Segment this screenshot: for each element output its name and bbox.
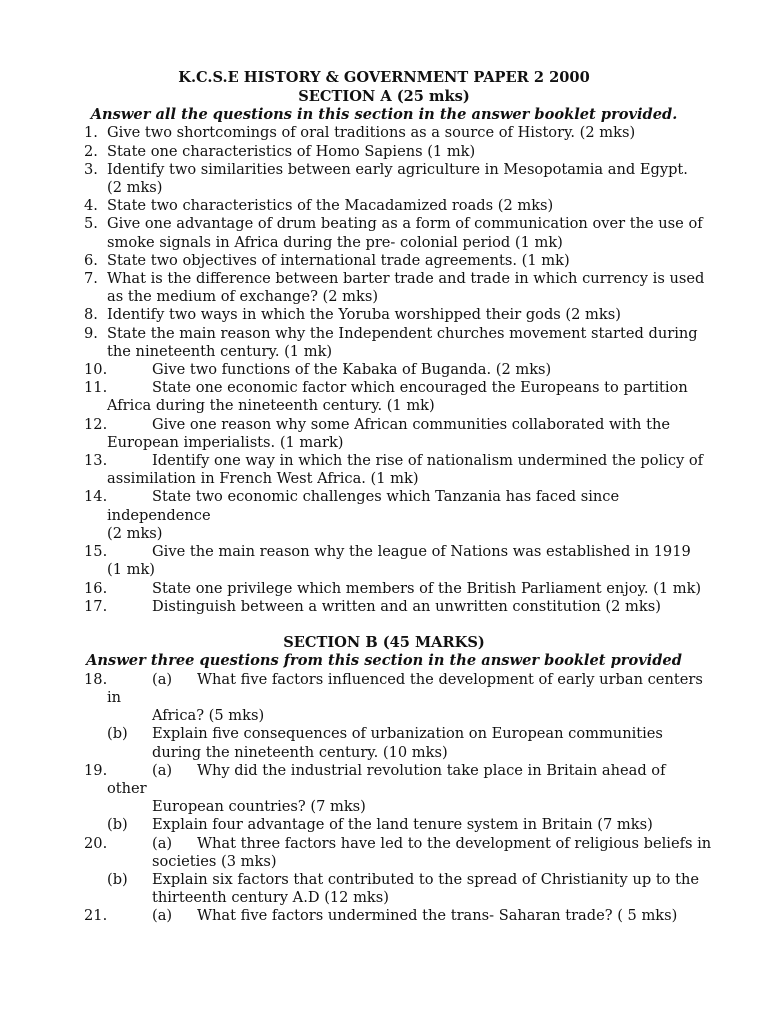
- question-text: What five factors influenced the development of early urban centers: [197, 671, 703, 688]
- question-number: 4.: [84, 197, 98, 214]
- subquestion-label: (b): [107, 725, 128, 742]
- question-text-wrap: in: [107, 689, 122, 706]
- question-number: 19.: [84, 762, 108, 779]
- section-b-heading: SECTION B (45 MARKS): [283, 634, 485, 651]
- question-number: 13.: [84, 452, 108, 469]
- question-text: Why did the industrial revolution take place in Britain ahead of: [197, 762, 666, 779]
- question-text-continued: European countries? (7 mks): [152, 798, 366, 815]
- question-number: 14.: [84, 488, 108, 505]
- question-number: 18.: [84, 671, 108, 688]
- question-text: State one privilege which members of the British Parliament enjoy. (1 mk): [152, 580, 702, 597]
- subquestion-label: (a): [152, 671, 173, 688]
- question-text: Give one advantage of drum beating as a form of communication over the use of: [107, 215, 703, 232]
- question-text-continued: (2 mks): [107, 179, 163, 196]
- question-text: Explain five consequences of urbanization on European communities: [152, 725, 663, 742]
- subquestion-label: (a): [152, 835, 173, 852]
- question-number: 16.: [84, 580, 108, 597]
- question-number: 1.: [84, 124, 98, 141]
- question-text-continued: (2 mks): [107, 525, 163, 542]
- question-text: Explain six factors that contributed to the spread of Christianity up to the: [152, 871, 700, 888]
- question-text-continued: the nineteenth century. (1 mk): [107, 343, 333, 360]
- question-text-wrap: other: [107, 780, 147, 797]
- subquestion-label: (a): [152, 907, 173, 924]
- question-text: State one economic factor which encouraged the Europeans to partition: [152, 379, 688, 396]
- question-text-continued: Africa during the nineteenth century. (1 mk): [107, 397, 435, 414]
- question-text: Identify two similarities between early agriculture in Mesopotamia and Egypt.: [107, 161, 688, 178]
- question-text-continued: European imperialists. (1 mark): [107, 434, 344, 451]
- question-number: 3.: [84, 161, 98, 178]
- subquestion-label: (b): [107, 816, 128, 833]
- question-text: State the main reason why the Independent churches movement started during: [107, 325, 698, 342]
- paper-title: K.C.S.E HISTORY & GOVERNMENT PAPER 2 2000: [178, 69, 590, 86]
- question-number: 12.: [84, 416, 108, 433]
- question-text: Identify two ways in which the Yoruba worshipped their gods (2 mks): [107, 306, 621, 323]
- question-number: 5.: [84, 215, 98, 232]
- question-text-continued: smoke signals in Africa during the pre- colonial period (1 mk): [107, 234, 563, 251]
- question-text-continued: assimilation in French West Africa. (1 mk): [107, 470, 419, 487]
- question-number: 21.: [84, 907, 108, 924]
- question-number: 15.: [84, 543, 108, 560]
- question-text: Give two functions of the Kabaka of Buganda. (2 mks): [152, 361, 552, 378]
- question-text: State two characteristics of the Macadamized roads (2 mks): [107, 197, 554, 214]
- question-text: State one characteristics of Homo Sapiens (1 mk): [107, 143, 476, 160]
- question-number: 11.: [84, 379, 108, 396]
- question-number: 10.: [84, 361, 108, 378]
- question-number: 17.: [84, 598, 108, 615]
- question-text-continued: thirteenth century A.D (12 mks): [152, 889, 389, 906]
- question-number: 6.: [84, 252, 98, 269]
- question-text: Give two shortcomings of oral traditions as a source of History. (2 mks): [107, 124, 636, 141]
- question-text: What five factors undermined the trans- Saharan trade? ( 5 mks): [197, 907, 678, 924]
- question-text-continued: (1 mk): [107, 561, 155, 578]
- question-text: Distinguish between a written and an unwritten constitution (2 mks): [152, 598, 661, 615]
- section-b-instruction: Answer three questions from this section in the answer booklet provided: [86, 652, 682, 669]
- question-number: 2.: [84, 143, 98, 160]
- question-number: 9.: [84, 325, 98, 342]
- question-text: Give one reason why some African communities collaborated with the: [152, 416, 670, 433]
- subquestion-label: (b): [107, 871, 128, 888]
- question-text-continued: independence: [107, 507, 211, 524]
- question-number: 8.: [84, 306, 98, 323]
- question-text: State two objectives of international trade agreements. (1 mk): [107, 252, 570, 269]
- question-text-continued: as the medium of exchange? (2 mks): [107, 288, 379, 305]
- question-text: What three factors have led to the development of religious beliefs in: [197, 835, 712, 852]
- subquestion-label: (a): [152, 762, 173, 779]
- question-text: State two economic challenges which Tanzania has faced since: [152, 488, 620, 505]
- section-a-instruction: Answer all the questions in this section in the answer booklet provided.: [90, 106, 678, 123]
- question-text: Identify one way in which the rise of nationalism undermined the policy of: [152, 452, 704, 469]
- question-text: What is the difference between barter trade and trade in which currency is used: [107, 270, 705, 287]
- question-text-continued: societies (3 mks): [152, 853, 277, 870]
- question-number: 20.: [84, 835, 108, 852]
- question-text-continued: during the nineteenth century. (10 mks): [152, 744, 448, 761]
- section-a-heading: SECTION A (25 mks): [298, 88, 470, 105]
- question-text: Give the main reason why the league of Nations was established in 1919: [152, 543, 691, 560]
- question-text-continued: Africa? (5 mks): [152, 707, 265, 724]
- question-number: 7.: [84, 270, 98, 287]
- question-text: Explain four advantage of the land tenure system in Britain (7 mks): [152, 816, 653, 833]
